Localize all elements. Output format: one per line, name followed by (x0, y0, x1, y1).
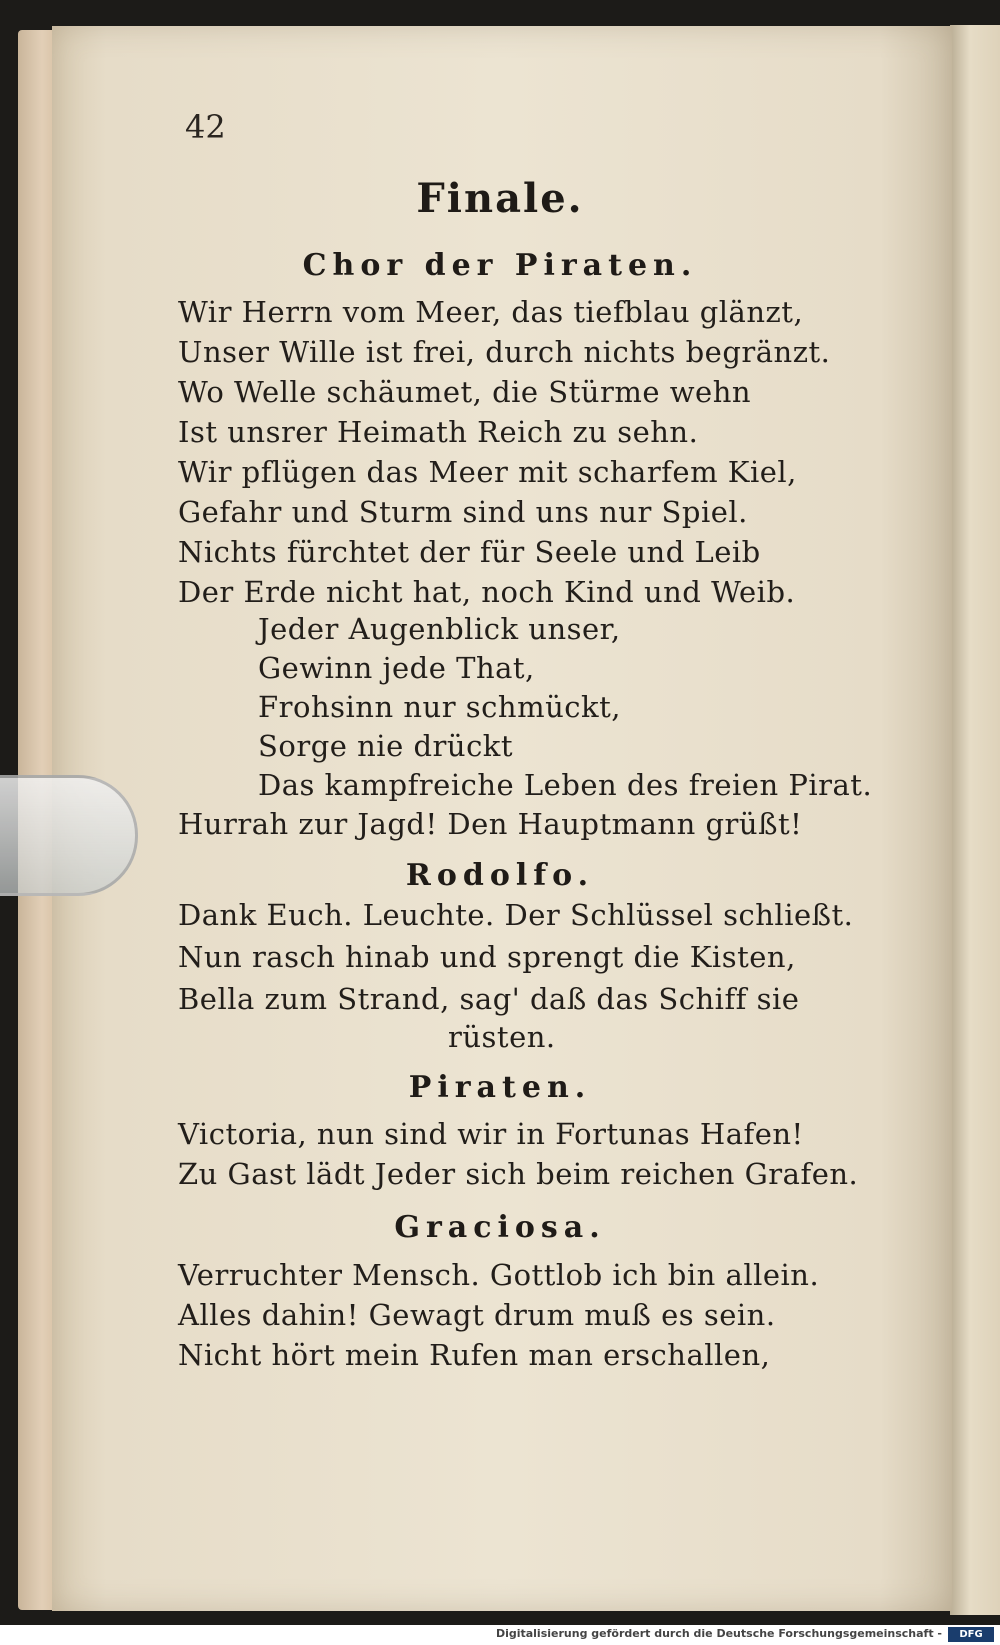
verse-line: Nicht hört mein Rufen man erschallen, (178, 1338, 771, 1372)
verse-line: Zu Gast lädt Jeder sich beim reichen Grafen. (178, 1157, 859, 1191)
speaker-heading: Rodolfo. (405, 858, 595, 893)
verse-line: Ist unsrer Heimath Reich zu sehn. (178, 415, 699, 449)
verse-line: rüsten. (448, 1020, 556, 1054)
verse-line: Frohsinn nur schmückt, (258, 690, 621, 724)
verse-line: Dank Euch. Leuchte. Der Schlüssel schließt. (178, 898, 854, 932)
verse-line: Der Erde nicht hat, noch Kind und Weib. (178, 575, 796, 609)
section-title: Finale. (416, 175, 584, 222)
verse-line: Nichts fürchtet der für Seele und Leib (178, 535, 761, 569)
digitization-credit: Digitalisierung gefördert durch die Deutsche Forschungsgemeinschaft - (495, 1627, 942, 1640)
verse-line: Sorge nie drückt (258, 729, 514, 763)
speaker-heading: Piraten. (408, 1070, 592, 1105)
verse-line: Victoria, nun sind wir in Fortunas Hafen! (178, 1117, 804, 1151)
verse-line: Wo Welle schäumet, die Stürme wehn (178, 375, 752, 409)
verse-line: Verruchter Mensch. Gottlob ich bin allein. (178, 1258, 820, 1292)
verse-line: Unser Wille ist frei, durch nichts begränzt. (178, 335, 831, 369)
verse-line: Das kampfreiche Leben des freien Pirat. (258, 768, 873, 802)
verse-line: Wir Herrn vom Meer, das tiefblau glänzt, (178, 295, 804, 329)
verse-line: Wir pflügen das Meer mit scharfem Kiel, (178, 455, 797, 489)
verse-line: Gefahr und Sturm sind uns nur Spiel. (178, 495, 748, 529)
page-number: 42 (185, 108, 226, 146)
speaker-heading: Chor der Piraten. (302, 248, 698, 283)
speaker-heading: Graciosa. (394, 1210, 606, 1245)
verse-line: Hurrah zur Jagd! Den Hauptmann grüßt! (178, 807, 803, 841)
verse-line: Gewinn jede That, (258, 651, 535, 685)
verse-line: Jeder Augenblick unser, (258, 612, 621, 646)
verse-line: Alles dahin! Gewagt drum muß es sein. (178, 1298, 776, 1332)
page-holder-clip (0, 775, 138, 896)
dfg-logo: DFG (948, 1627, 994, 1642)
verse-line: Bella zum Strand, sag' daß das Schiff sie (178, 982, 800, 1016)
verse-line: Nun rasch hinab und sprengt die Kisten, (178, 940, 796, 974)
